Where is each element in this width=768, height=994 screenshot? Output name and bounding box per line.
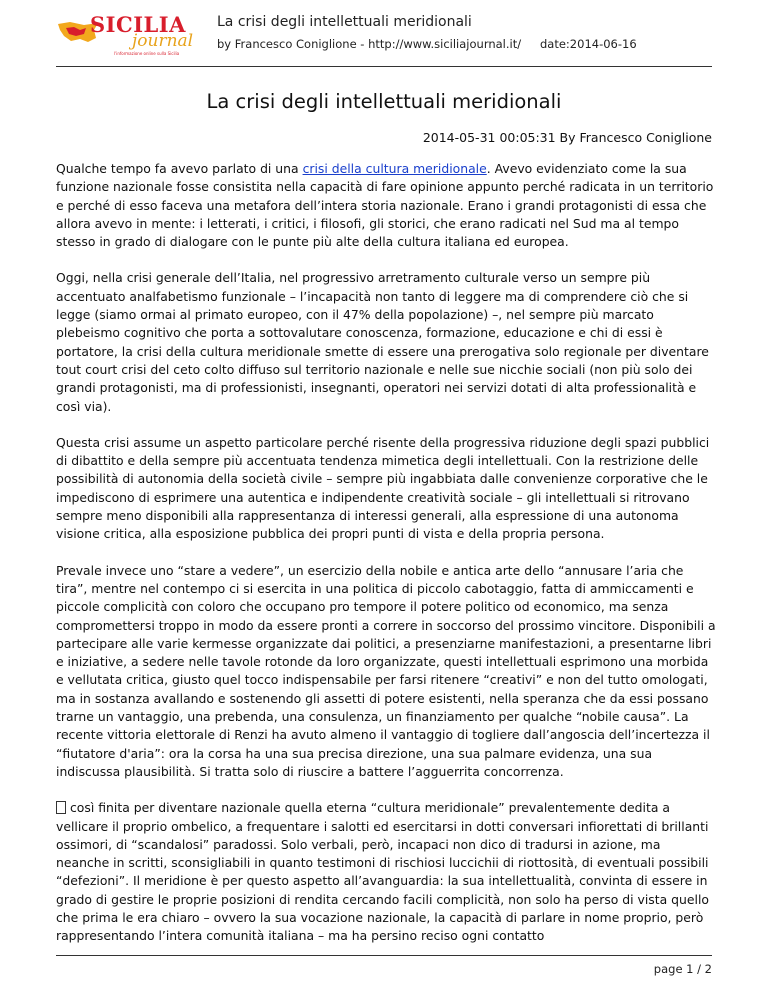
page-number: page 1 / 2 — [653, 962, 712, 976]
logo-wordmark-bottom: journal — [132, 31, 194, 51]
logo-tagline: l'informazione online sulla Sicilia — [114, 51, 180, 56]
article-title: La crisi degli intellettuali meridionali — [206, 90, 562, 113]
article-byline: 2014-05-31 00:05:31 By Francesco Coniglione — [422, 130, 712, 145]
sicilia-journal-logo[interactable] — [56, 12, 196, 58]
header-date: date:2014-06-16 — [540, 37, 637, 51]
article-paragraph-5 — [56, 799, 716, 945]
article-paragraph-1 — [56, 160, 716, 251]
logo-wordmark-top: SICILIA — [90, 12, 186, 37]
paragraph-5-text: così finita per diventare nazionale quella eterna “cultura meridionale” prevalentemente dedita a vellicare il proprio ombelico, a frequentare i salotti ed esercitarsi in dotti conversari infiorettati di brillanti ossimori, di “scandalosi” paradossi. Solo verbali, però, incapaci non dico di tradursi in azione, ma neanche in scritti, sconsigliabili in quanto testimoni di rischiosi luccichii di riottosità, di eventuali possibili “defezioni”. Il meridione è per questo aspetto all’avanguardia: la sua intellettualità, convinta di essere in grado di gestire le proprie posizioni di rendita cercando facili complicità, non solo ha perso di vista quello che prima le era chiaro – ovvero la sua vocazione nazionale, la capacità di parlare in nome proprio, però rappresentando l’intera comunità italiana – ma ha persino reciso ogni contatto — [56, 800, 709, 944]
article-paragraph-2: Oggi, nella crisi generale dell’Italia, nel progressivo arretramento culturale verso un sempre più accentuato analfabetismo funzionale – l’incapacità non tanto di leggere ma di comprendere ciò che si legge (siamo ormai al primato europeo, con il 47% della popolazione) –, nel sempre più marcato plebeismo cognitivo che porta a sottovalutare conoscenza, formazione, educazione e chi di essi è portatore, la crisi della cultura meridionale smette di essere una prerogativa solo regionale per diventare tout court crisi del ceto colto diffuso sul territorio nazionale e nelle sue nicchie sociali (non più solo dei grandi protagonisti, ma di professionisti, insegnanti, operatori nei servizi dotati di alta professionalità e così via). — [56, 270, 709, 414]
header-title: La crisi degli intellettuali meridionali — [217, 14, 472, 30]
header-divider — [56, 66, 712, 67]
paragraph-1-text-after: . Avevo evidenziato come la sua funzione nazionale fosse consistita nella capacità di fare opinione appunto perché radicata in un territorio e perché di esso faceva una metafora dell’intera storia nazionale. Erano i grandi protagonisti di essa che allora avevo in mente: i letterati, i critici, i filosofi, gli storici, che erano radicati nel Sud ma al tempo stesso in grado di dialogare con le punte più alte della cultura italiana ed europea. — [56, 161, 714, 250]
page-header — [0, 0, 768, 66]
article-body — [56, 160, 716, 964]
footer-divider — [56, 955, 712, 956]
article-paragraph-4: Prevale invece uno “stare a vedere”, un esercizio della nobile e antica arte dello “annusare l’aria che tira”, mentre nel contempo ci si esercita in una politica di piccolo cabotaggio, fatta di ammiccamenti e piccole complicità con coloro che occupano pro tempore il potere politico od economico, ma senza compromettersi troppo in modo da essere pronti a correre in soccorso del prossimo vincitore. Disponibili a partecipare alle varie kermesse organizzate dai politici, a presenziarne manifestazioni, a presentarne libri e iniziative, a sedere nelle tavole rotonde da loro organizzate, questi intellettuali esprimono una morbida e vellutata critica, giusto quel tocco indispensabile per farsi ritenere “creativi” e non del tutto omologati, ma in sostanza avallando e sostenendo gli assetti di potere esistenti, nella speranza che da essi possano trarne un vantaggio, una prebenda, una consulenza, un finanziamento per qualche “nobile causa”. La recente vittoria elettorale di Renzi ha avuto almeno il vantaggio di togliere dall’angoscia dell’incertezza il “fiutatore d'aria”: ora la corsa ha una sua precisa direzione, una sua palmare evidenza, una sua indiscussa plausibilità. Si tratta solo di riuscire a battere l’agguerrita concorrenza. — [56, 562, 716, 779]
article-paragraph-3: Questa crisi assume un aspetto particolare perché risente della progressiva riduzione degli spazi pubblici di dibattito e della sempre più accentuata tendenza mimetica degli intellettuali. Con la restrizione delle possibilità di autonomia della società civile – sempre più ingabbiata dalle convenienze corporative che le impediscono di esprimere una autentica e indipendente creatività sociale – gli intellettuali si ritrovano sempre meno disponibili alla rappresentanza di interessi generali, alla espressione di una autonoma visione critica, alla esposizione pubblica dei propri punti di vista e della propria persona. — [56, 434, 710, 542]
header-author-url: by Francesco Coniglione - http://www.siciliajournal.it/ — [217, 37, 522, 51]
missing-glyph-icon — [56, 801, 66, 814]
paragraph-1-text-before: Qualche tempo fa avevo parlato di una — [56, 161, 303, 176]
crisi-cultura-meridionale-link[interactable]: crisi della cultura meridionale — [302, 161, 487, 176]
